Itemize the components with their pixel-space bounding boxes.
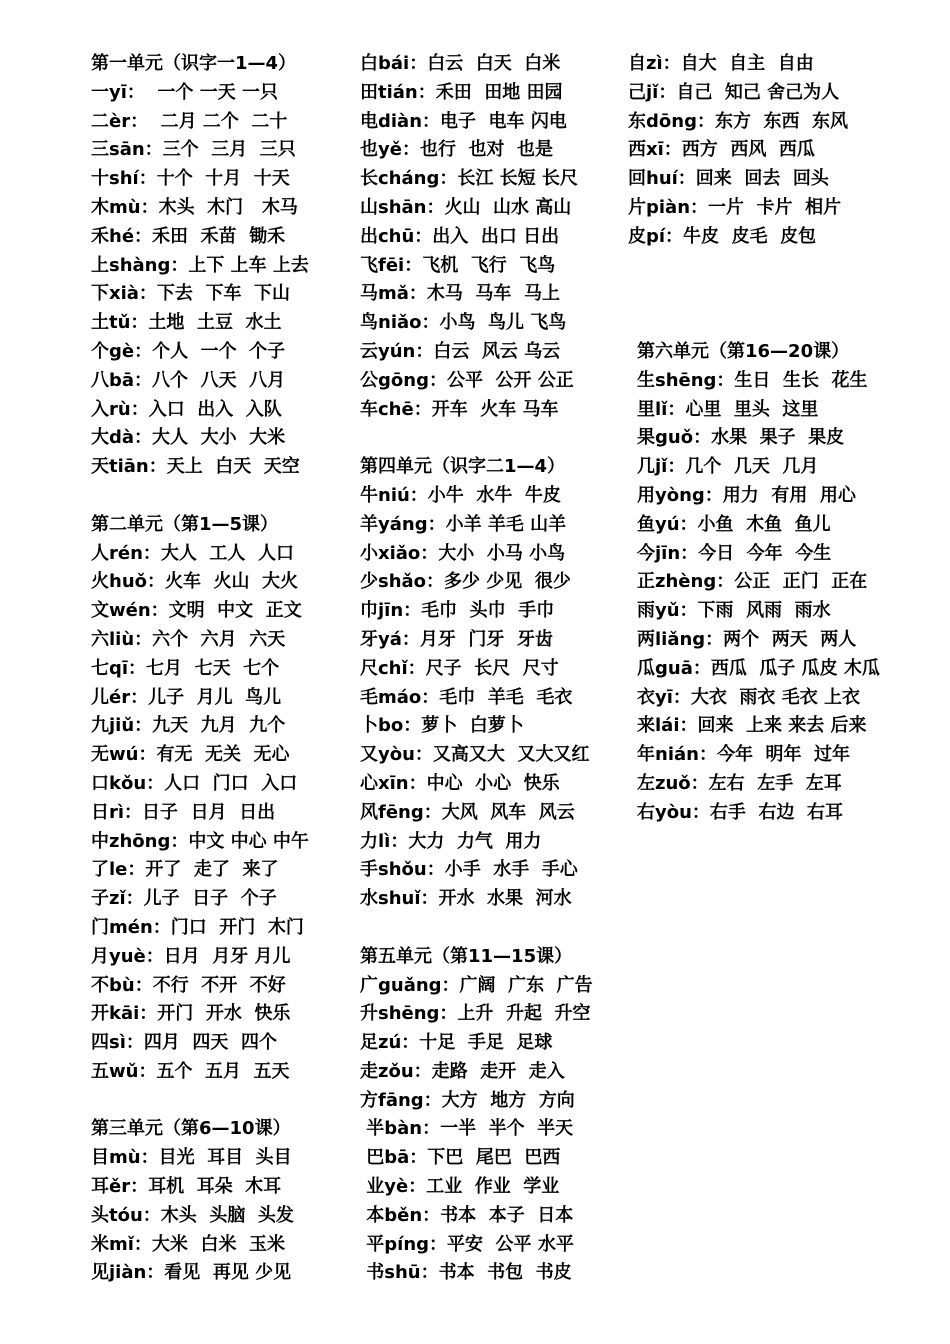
vocab-line: 日rì：日子 日月 日出 (91, 801, 276, 823)
vocab-line: 飞fēi：飞机 飞行 飞鸟 (360, 254, 556, 276)
vocab-line: 儿ér：儿子 月儿 鸟儿 (91, 686, 282, 708)
vocab-line: 中zhōng：中文 中心 中午 (91, 830, 309, 852)
vocab-line: 长cháng：长江 长短 长尺 (360, 168, 578, 190)
vocab-line: 走zǒu：走路 走开 走入 (360, 1060, 565, 1082)
vocab-line: 出chū：出入 出口 日出 (360, 225, 560, 247)
unit-heading: 第三单元（第6—10课） (91, 1118, 291, 1140)
vocab-line: 二èr： 二月 二个 二十 (91, 110, 288, 132)
vocab-line: 风fēng：大风 风车 风云 (360, 801, 575, 823)
vocab-line: 个gè：个人 一个 个子 (91, 340, 286, 362)
spacer (91, 1087, 356, 1116)
spacer (628, 252, 928, 281)
vocab-line: 上shàng：上下 上车 上去 (91, 254, 309, 276)
vocab-line: 果guǒ：水果 果子 果皮 (637, 427, 845, 449)
vocab-line: 子zǐ：儿子 日子 个子 (91, 888, 277, 910)
vocab-line: 回huí：回来 回去 回头 (628, 168, 829, 190)
vocab-line: 左zuǒ：左右 左手 左耳 (637, 772, 842, 794)
vocab-line: 水shuǐ：开水 水果 河水 (360, 888, 572, 910)
vocab-line: 牙yá：月牙 门牙 牙齿 (360, 628, 553, 650)
vocab-line: 雨yǔ：下雨 风雨 雨水 (637, 600, 831, 622)
unit-heading: 第二单元（第1—5课） (91, 513, 279, 535)
vocab-line: 米mǐ：大米 白米 玉米 (91, 1233, 285, 1255)
vocab-line: 力lì：大力 力气 用力 (360, 830, 542, 852)
vocab-line: 大dà：大人 大小 大米 (91, 427, 286, 449)
spacer (91, 482, 356, 511)
vocab-line: 书shū：书本 书包 书皮 (360, 1262, 572, 1284)
vocab-line: 白bái：白云 白天 白米 (360, 53, 561, 74)
vocab-line: 门mén：门口 开门 木门 (91, 916, 304, 938)
vocab-line: 片piàn：一片 卡片 相片 (628, 196, 842, 218)
vocab-line: 瓜guā：西瓜 瓜子 瓜皮 木瓜 (637, 657, 880, 679)
vocab-line: 云yún：白云 风云 乌云 (360, 340, 561, 362)
vocab-line: 来lái：回来 上来 来去 后来 (637, 715, 867, 737)
vocab-line: 七qī：七月 七天 七个 (91, 657, 280, 679)
vocab-line: 公gōng：公平 公开 公正 (360, 369, 574, 391)
vocab-line: 平píng：平安 公平 水平 (360, 1233, 574, 1255)
vocab-line: 六liù：六个 六月 六天 (91, 628, 286, 650)
vocab-line: 十shí：十个 十月 十天 (91, 168, 290, 190)
unit-heading: 第一单元（识字一1—4） (91, 53, 297, 74)
vocab-line: 皮pí：牛皮 皮毛 皮包 (628, 225, 817, 247)
vocab-line: 足zú：十足 手足 足球 (360, 1032, 553, 1054)
vocab-line: 山shān：火山 山水 高山 (360, 196, 572, 218)
vocab-line: 八bā：八个 八天 八月 (91, 369, 286, 391)
vocab-line: 自zì：自大 自主 自由 (628, 53, 814, 74)
vocab-line: 业yè：工业 作业 学业 (360, 1176, 560, 1198)
vocab-line: 升shēng：上升 升起 升空 (360, 1003, 591, 1025)
unit-heading: 第四单元（识字二1—4） (360, 456, 566, 478)
vocab-line: 西xī：西方 西风 西瓜 (628, 139, 815, 161)
vocab-line: 五wǔ：五个 五月 五天 (91, 1060, 290, 1082)
vocab-line: 三sān：三个 三月 三只 (91, 139, 296, 161)
vocab-line: 文wén：文明 中文 正文 (91, 600, 302, 622)
spacer (360, 424, 625, 453)
vocab-line: 天tiān：天上 白天 天空 (91, 456, 300, 478)
vocab-line: 年nián：今年 明年 过年 (637, 744, 851, 766)
vocab-line: 了le：开了 走了 来了 (91, 859, 279, 881)
vocab-line: 两liǎng：两个 两天 两人 (637, 628, 857, 650)
vocab-line: 车chē：开车 火车 马车 (360, 398, 559, 420)
vocab-line: 卜bo：萝卜 白萝卜 (360, 715, 524, 737)
vocab-line: 也yě：也行 也对 也是 (360, 139, 554, 161)
spacer (360, 914, 625, 943)
vocab-line: 入rù：入口 出入 入队 (91, 398, 282, 420)
vocab-line: 田tián：禾田 田地 田园 (360, 81, 563, 103)
vocab-line: 人rén：大人 工人 人口 (91, 542, 294, 564)
unit-heading: 第六单元（第16—20课） (637, 340, 850, 362)
vocab-line: 一yī： 一个 一天 一只 (91, 81, 278, 103)
vocab-line: 几jǐ：几个 几天 几月 (637, 456, 819, 478)
vocab-line: 马mǎ：木马 马车 马上 (360, 283, 560, 305)
vocab-line: 用yòng：用力 有用 用心 (637, 484, 856, 506)
vocab-line: 牛niú：小牛 水牛 牛皮 (360, 484, 561, 506)
vocab-line: 手shǒu：小手 水手 手心 (360, 859, 578, 881)
vocab-line: 火huǒ：火车 火山 大火 (91, 571, 299, 593)
vocab-line: 衣yī：大衣 雨衣 毛衣 上衣 (637, 686, 860, 708)
unit-heading: 第五单元（第11—15课） (360, 945, 573, 967)
column-1 (91, 50, 356, 1288)
vocab-line: 无wú：有无 无关 无心 (91, 744, 290, 766)
vocab-line: 右yòu：右手 右边 右耳 (637, 801, 843, 823)
vocab-line: 木mù：木头 木门 木马 (91, 196, 298, 218)
vocab-line: 口kǒu：人口 门口 入口 (91, 772, 298, 794)
vocab-line: 又yòu：又高又大 又大又红 (360, 744, 590, 766)
spacer (628, 309, 928, 338)
vocab-line: 下xià：下去 下车 下山 (91, 283, 290, 305)
vocab-line: 见jiàn：看见 再见 少见 (91, 1262, 292, 1284)
vocab-line: 广guǎng：广阔 广东 广告 (360, 974, 593, 996)
column-2 (360, 50, 625, 1288)
vocab-line: 心xīn：中心 小心 快乐 (360, 772, 560, 794)
vocab-line: 土tǔ：土地 土豆 水土 (91, 312, 282, 334)
vocab-line: 小xiǎo：大小 小马 小鸟 (360, 542, 566, 564)
spacer (628, 280, 928, 309)
vocab-line: 鸟niǎo：小鸟 鸟儿 飞鸟 (360, 312, 567, 334)
vocab-line: 九jiǔ：九天 九月 九个 (91, 715, 286, 737)
vocab-line: 禾hé：禾田 禾苗 锄禾 (91, 225, 286, 247)
vocab-line: 今jīn：今日 今年 今生 (637, 542, 832, 564)
vocab-line: 羊yáng：小羊 羊毛 山羊 (360, 513, 567, 535)
vocab-line: 生shēng：生日 生长 花生 (637, 369, 868, 391)
vocab-line: 己jǐ：自己 知己 舍己为人 (628, 81, 840, 103)
vocab-line: 巴bā：下巴 尾巴 巴西 (360, 1147, 561, 1169)
column-3 (628, 50, 928, 828)
vocab-line: 耳ěr：耳机 耳朵 木耳 (91, 1176, 282, 1198)
vocab-line: 毛máo：毛巾 羊毛 毛衣 (360, 686, 573, 708)
vocab-line: 尺chǐ：尺子 长尺 尺寸 (360, 657, 559, 679)
vocab-line: 东dōng：东方 东西 东风 (628, 110, 849, 132)
vocab-line: 开kāi：开门 开水 快乐 (91, 1003, 291, 1025)
vocab-line: 头tóu：木头 头脑 头发 (91, 1204, 294, 1226)
vocab-line: 方fāng：大方 地方 方向 (360, 1089, 575, 1111)
vocab-line: 鱼yú：小鱼 木鱼 鱼儿 (637, 513, 831, 535)
vocab-line: 四sì：四月 四天 四个 (91, 1032, 277, 1054)
vocab-line: 本běn：书本 本子 日本 (360, 1204, 574, 1226)
vocab-line: 不bù：不行 不开 不好 (91, 974, 286, 996)
vocab-line: 电diàn：电子 电车 闪电 (360, 110, 567, 132)
vocab-line: 正zhèng：公正 正门 正在 (637, 571, 868, 593)
vocab-line: 巾jīn：毛巾 头巾 手巾 (360, 600, 555, 622)
vocab-line: 少shǎo：多少 少见 很少 (360, 571, 571, 593)
vocab-line: 里lǐ：心里 里头 这里 (637, 398, 819, 420)
vocab-line: 月yuè：日月 月牙 月儿 (91, 945, 291, 967)
vocab-line: 目mù：目光 耳目 头目 (91, 1147, 292, 1169)
vocab-line: 半bàn：一半 半个 半天 (360, 1118, 574, 1140)
